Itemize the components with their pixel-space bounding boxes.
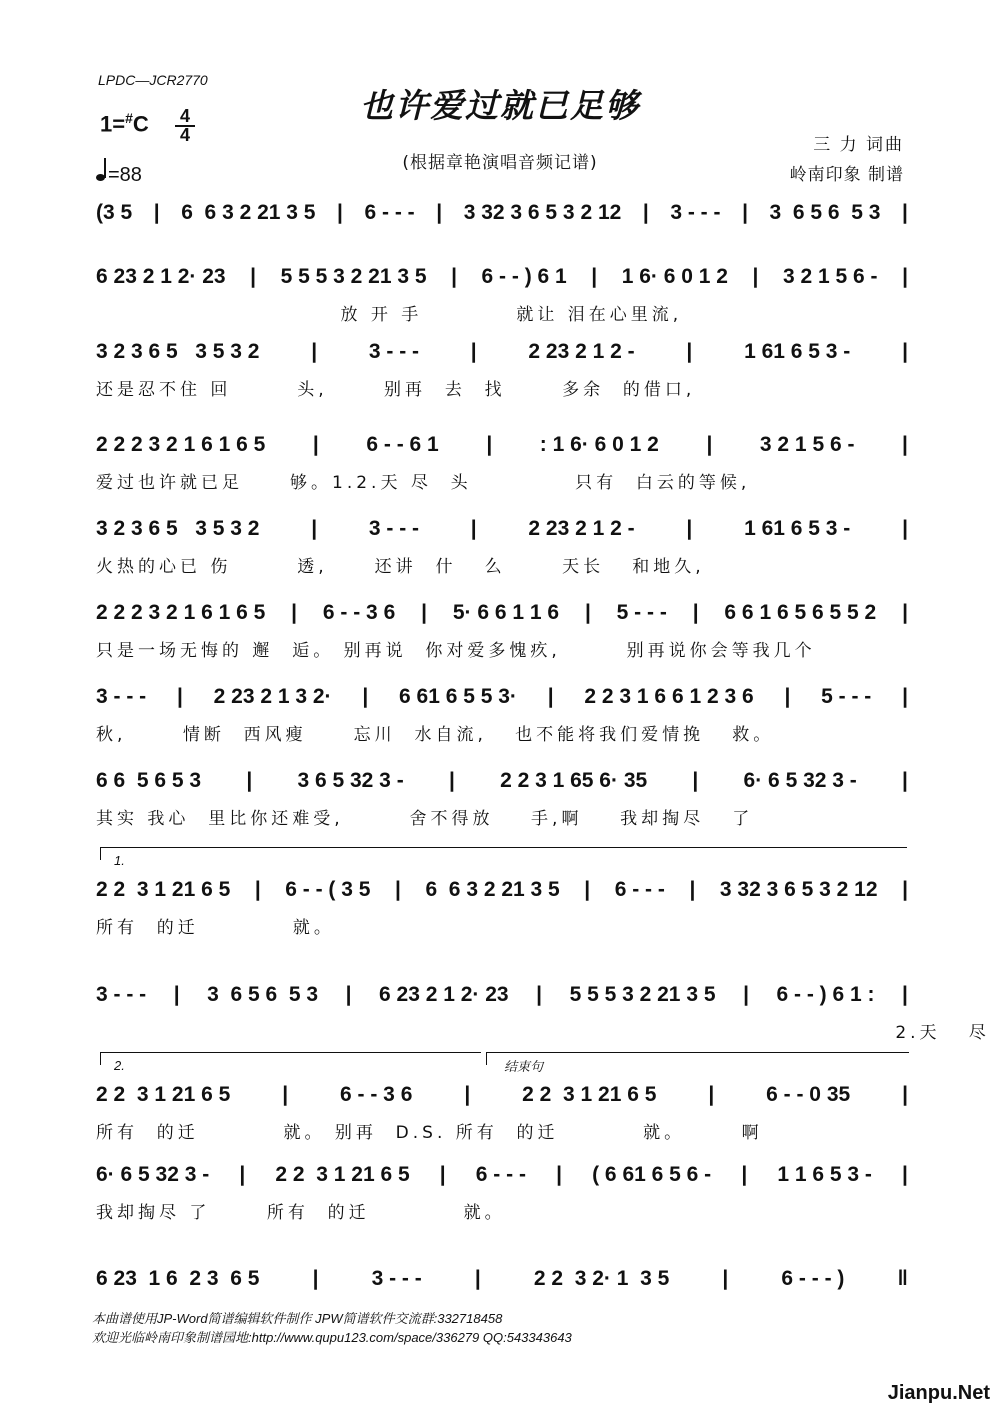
barline: |: [902, 265, 908, 288]
barline: |: [902, 433, 908, 456]
ending-label: 结束句: [504, 1059, 544, 1074]
key-signature: 1=#C: [100, 110, 149, 137]
measure: 2 2 3 1 65 6· 35: [500, 769, 648, 792]
measure: 3 6 5 6 5 3: [207, 983, 319, 1006]
measure: 6 - - 3 6: [340, 1083, 413, 1106]
barline: |: [902, 769, 908, 792]
barline: |: [902, 201, 908, 224]
volta-label: 1.: [114, 853, 125, 868]
barline: |: [584, 601, 591, 624]
barline: |: [784, 685, 791, 708]
barline: |: [741, 1163, 748, 1186]
measure: 3 6 5 6 5 3: [769, 201, 881, 224]
barline: |: [692, 769, 699, 792]
lyrics-line: 所有 的迁 就。: [96, 918, 335, 938]
measure: 6· 6 5 32 3 -: [743, 769, 857, 792]
barline: |: [312, 1267, 319, 1290]
barline: |: [486, 433, 493, 456]
barline: |: [153, 201, 160, 224]
measure: (3 5: [96, 201, 133, 224]
barline: |: [692, 601, 699, 624]
measure: 6 - - 3 6: [322, 601, 396, 624]
barline: |: [448, 769, 455, 792]
measure: 3 2 1 5 6 -: [759, 433, 855, 456]
measure: 2 2 3 1 6 6 1 2 3 6: [584, 685, 754, 708]
barline: |: [239, 1163, 246, 1186]
measure: 6 6 1 6 5 6 5 5 2: [724, 601, 877, 624]
measure: 5 - - -: [821, 685, 872, 708]
barline: |: [584, 878, 591, 901]
volta-bracket: [100, 1052, 481, 1065]
measure: 3 - - -: [96, 983, 147, 1006]
measure: 3 2 1 5 6 -: [782, 265, 878, 288]
barline: |: [642, 201, 649, 224]
measure: 1 61 6 5 3 -: [744, 517, 851, 540]
measure: 6 6 3 2 21 3 5: [425, 878, 560, 901]
measure: : 1 6· 6 0 1 2: [539, 433, 659, 456]
lyrics-line: 秋, 情断 西风瘦 忘川 水自流, 也不能将我们爱情挽 救。: [96, 725, 775, 745]
barline: |: [254, 878, 261, 901]
barline: |: [686, 517, 693, 540]
measure: 6 - - ( 3 5: [285, 878, 371, 901]
quarter-note-icon: [96, 171, 108, 181]
measure: 3 - - -: [371, 1267, 422, 1290]
barline: |: [345, 983, 352, 1006]
measure: 6 23 2 1 2· 23: [96, 265, 226, 288]
music-line: [96, 512, 908, 546]
music-line: [96, 873, 908, 907]
lyrics-line: 所有 的迁 就。 别再 D.S. 所有 的迁 就。 啊: [96, 1123, 763, 1143]
barline: |: [474, 1267, 481, 1290]
barline: |: [439, 1163, 446, 1186]
barline: |: [464, 1083, 471, 1106]
music-line: [96, 1078, 908, 1112]
music-line: [96, 1262, 908, 1296]
barline: ‖: [897, 1267, 908, 1290]
score-code: LPDC—JCR2770: [98, 72, 208, 88]
barline: |: [470, 517, 477, 540]
barline: |: [436, 201, 443, 224]
ending-bracket: [486, 1052, 909, 1065]
measure: 6 6 3 2 21 3 5: [181, 201, 316, 224]
measure: 2 2 3 1 21 6 5: [96, 1083, 231, 1106]
credit-lyrics-music: 三 力 词曲: [813, 135, 904, 155]
music-line: [96, 335, 908, 369]
measure: 5 5 5 3 2 21 3 5: [569, 983, 716, 1006]
measure: 3 - - -: [368, 517, 420, 540]
measure: 6 23 1 6 2 3 6 5: [96, 1267, 260, 1290]
measure: 1 6· 6 0 1 2: [621, 265, 728, 288]
measure: 3 32 3 6 5 3 2 12: [463, 201, 622, 224]
measure: 6 - - 6 1: [366, 433, 439, 456]
tempo-marking: =88: [96, 164, 142, 187]
lyrics-line: 只是一场无悔的 邂 逅。 别再说 你对爱多愧疚, 别再说你会等我几个: [96, 641, 816, 661]
measure: 6 - - ) 6 1 :: [776, 983, 875, 1006]
music-line: [96, 978, 908, 1012]
volta-bracket: [100, 847, 907, 860]
measure: 2 2 2 3 2 1 6 1 6 5: [96, 433, 266, 456]
barline: |: [902, 1163, 908, 1186]
music-line: [96, 596, 908, 630]
measure: 6 - - -: [475, 1163, 526, 1186]
measure: 3 - - -: [368, 340, 420, 363]
measure: 3 - - -: [96, 685, 147, 708]
barline: |: [743, 983, 749, 1006]
measure: 2 2 3 1 21 6 5: [96, 878, 231, 901]
barline: |: [591, 265, 598, 288]
lyrics-line: 放 开 手 就让 泪在心里流,: [96, 305, 683, 325]
barline: |: [689, 878, 696, 901]
barline: |: [686, 340, 693, 363]
barline: |: [311, 340, 318, 363]
measure: 6 - - ) 6 1: [481, 265, 567, 288]
barline: |: [902, 685, 908, 708]
music-line: [96, 680, 908, 714]
barline: |: [395, 878, 401, 901]
footer-line-2: 欢迎光临岭南印象制谱园地:http://www.qupu123.com/space/336279 QQ:543343643: [92, 1330, 572, 1345]
barline: |: [312, 433, 319, 456]
measure: 5 5 5 3 2 21 3 5: [280, 265, 427, 288]
music-line: [96, 1158, 908, 1192]
barline: |: [902, 601, 908, 624]
site-watermark: Jianpu.Net: [887, 1382, 990, 1404]
barline: |: [902, 1083, 908, 1106]
barline: |: [451, 265, 457, 288]
barline: |: [362, 685, 369, 708]
music-line: [96, 764, 908, 798]
measure: 2 23 2 1 2 -: [528, 340, 635, 363]
measure: 2 2 2 3 2 1 6 1 6 5: [96, 601, 266, 624]
measure: 3 32 3 6 5 3 2 12: [719, 878, 878, 901]
measure: 6 - - - ): [781, 1267, 845, 1290]
measure: 1 61 6 5 3 -: [744, 340, 851, 363]
measure: 1 1 6 5 3 -: [777, 1163, 872, 1186]
measure: 5 - - -: [616, 601, 667, 624]
song-subtitle: (根据章艳演唱音频记谱): [402, 153, 598, 173]
credit-score-maker: 岭南印象 制谱: [789, 165, 904, 185]
barline: |: [902, 340, 908, 363]
measure: 3 6 5 32 3 -: [297, 769, 404, 792]
measure: 2 23 2 1 3 2·: [213, 685, 332, 708]
barline: |: [176, 685, 183, 708]
measure: 6 23 2 1 2· 23: [379, 983, 509, 1006]
measure: 6 - - -: [364, 201, 415, 224]
lyrics-line: 还是忍不住 回 头, 别再 去 找 多余 的借口,: [96, 380, 696, 400]
barline: |: [282, 1083, 289, 1106]
barline: |: [250, 265, 257, 288]
barline: |: [706, 433, 713, 456]
barline: |: [547, 685, 554, 708]
measure: 2 2 3 1 21 6 5: [275, 1163, 410, 1186]
barline: |: [752, 265, 759, 288]
barline: |: [902, 878, 908, 901]
measure: 3 2 3 6 5 3 5 3 2: [96, 340, 260, 363]
barline: |: [902, 983, 908, 1006]
music-line: [96, 260, 908, 294]
barline: |: [291, 601, 298, 624]
measure: 6 61 6 5 5 3·: [399, 685, 517, 708]
barline: |: [708, 1083, 715, 1106]
lyrics-line: 火热的心已 伤 透, 还讲 什 么 天长 和地久,: [96, 557, 705, 577]
measure: 6· 6 5 32 3 -: [96, 1163, 210, 1186]
footer-line-1: 本曲谱使用JP-Word简谱编辑软件制作 JPW简谱软件交流群:332718458: [92, 1311, 503, 1326]
measure: 6 6 5 6 5 3: [96, 769, 202, 792]
time-signature: 4 4: [175, 108, 195, 144]
measure: 3 2 3 6 5 3 5 3 2: [96, 517, 260, 540]
barline: |: [337, 201, 343, 224]
barline: |: [722, 1267, 729, 1290]
measure: 5· 6 6 1 1 6: [452, 601, 560, 624]
barline: |: [421, 601, 427, 624]
lyrics-line: 2.天 尽: [96, 1023, 990, 1043]
music-line: [96, 196, 908, 230]
barline: |: [556, 1163, 562, 1186]
measure: 2 2 3 2· 1 3 5: [533, 1267, 670, 1290]
barline: |: [470, 340, 477, 363]
lyrics-line: 我却掏尽 了 所有 的迁 就。: [96, 1203, 506, 1223]
barline: |: [536, 983, 543, 1006]
measure: 6 - - 0 35: [766, 1083, 851, 1106]
barline: |: [246, 769, 253, 792]
barline: |: [173, 983, 180, 1006]
measure: 2 2 3 1 21 6 5: [522, 1083, 657, 1106]
measure: 3 - - -: [670, 201, 721, 224]
music-line: [96, 428, 908, 462]
lyrics-line: 爱过也许就已足 够。1.2.天 尽 头 只有 白云的等候,: [96, 473, 751, 493]
barline: |: [742, 201, 748, 224]
barline: |: [311, 517, 318, 540]
lyrics-line: 其实 我心 里比你还难受, 舍不得放 手,啊 我却掏尽 了: [96, 809, 754, 829]
barline: |: [902, 517, 908, 540]
song-title: 也许爱过就已足够: [360, 86, 640, 125]
measure: 2 23 2 1 2 -: [528, 517, 635, 540]
measure: 6 - - -: [614, 878, 665, 901]
volta-label: 2.: [114, 1058, 125, 1073]
measure: ( 6 61 6 5 6 -: [592, 1163, 712, 1186]
